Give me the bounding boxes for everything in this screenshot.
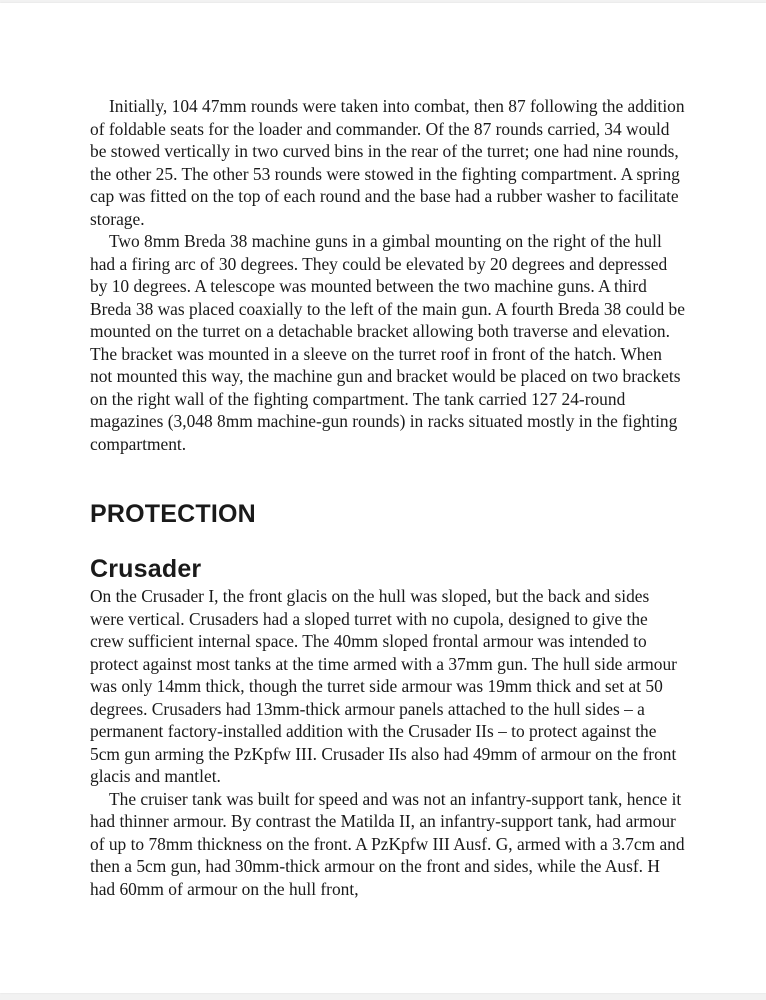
section-heading-protection: PROTECTION: [90, 500, 256, 528]
book-page: [0, 3, 766, 993]
paragraph-cruiser-comparison: The cruiser tank was built for speed and was not an infantry-support tank, hence it had thinner armour. By contrast the Matilda II, an infantry-support tank, had armour of up to 78mm thickness on the front. A PzKpfw III Ausf. G, armed with a 3.7cm and then a 5cm gun, had 30mm-thick armour on the front and sides, while the Ausf. H had 60mm of armour on the hull front,: [90, 788, 685, 899]
subsection-heading-crusader: Crusader: [90, 555, 202, 583]
paragraph-ammunition-stowage: Initially, 104 47mm rounds were taken into combat, then 87 following the addition of foldable seats for the loader and commander. Of the 87 rounds carried, 34 would be stowed vertically in two curved bins in the rear of the turret; one had nine rounds, the other 25. The other 53 rounds were stowed in the fighting compartment. A spring cap was fitted on the top of each round and the base had a rubber washer to facilitate storage.: [90, 96, 685, 229]
page-content: [90, 95, 685, 900]
paragraph-machine-guns: Two 8mm Breda 38 machine guns in a gimbal mounting on the right of the hull had a firing arc of 30 degrees. They could be elevated by 20 degrees and depressed by 10 degrees. A telescope was mounted between the two machine guns. A third Breda 38 was placed coaxially to the left of the main gun. A fourth Breda 38 could be mounted on the turret on a detachable bracket allowing both traverse and elevation. The bracket was mounted in a sleeve on the turret roof in front of the hatch. When not mounted this way, the machine gun and bracket would be placed on two brackets on the right wall of the fighting compartment. The tank carried 127 24-round magazines (3,048 8mm machine-gun rounds) in racks situated mostly in the fighting compartment.: [90, 231, 685, 454]
paragraph-crusader-armour: On the Crusader I, the front glacis on the hull was sloped, but the back and sides were vertical. Crusaders had a sloped turret with no cupola, designed to give the crew sufficient internal space. The 40mm sloped frontal armour was intended to protect against most tanks at the time armed with a 37mm gun. The hull side armour was only 14mm thick, though the turret side armour was 19mm thick and set at 50 degrees. Crusaders had 13mm-thick armour panels attached to the hull sides – a permanent factory-installed addition with the Crusader IIs – to protect against the 5cm gun arming the PzKpfw III. Crusader IIs also had 49mm of armour on the front glacis and mantlet.: [90, 586, 677, 786]
